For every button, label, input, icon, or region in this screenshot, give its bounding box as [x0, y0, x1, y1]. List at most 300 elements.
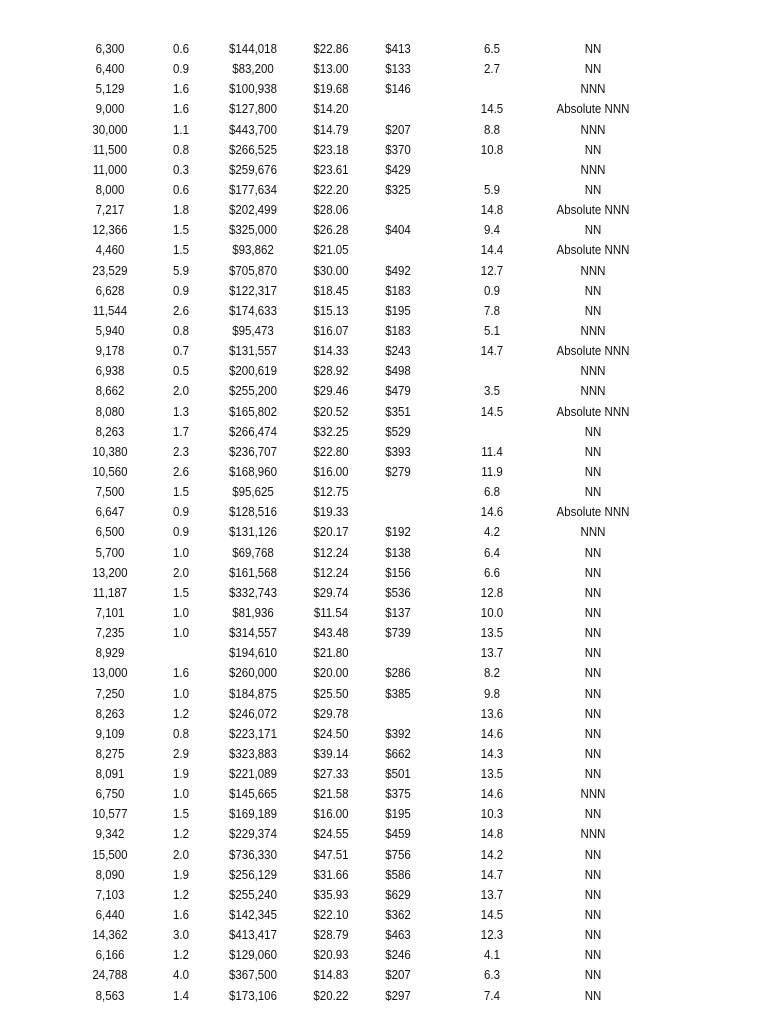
cell-price-per-sf: $22.80 — [313, 444, 349, 459]
cell-acres: 1.5 — [172, 243, 189, 258]
cell-price: $131,126 — [229, 525, 277, 540]
cell-square-feet: 8,000 — [95, 182, 125, 197]
cell-term: 14.6 — [480, 787, 504, 802]
cell-acres: 1.2 — [172, 706, 189, 721]
table-row — [0, 120, 782, 140]
cell-acres: 1.0 — [172, 787, 189, 802]
cell-square-feet: 9,178 — [95, 344, 125, 359]
cell-price: $95,473 — [232, 323, 274, 338]
table-row — [0, 301, 782, 321]
cell-price-per-acre: $279 — [385, 464, 411, 479]
table-row — [0, 965, 782, 985]
cell-price-per-acre: $325 — [385, 182, 411, 197]
cell-square-feet: 11,544 — [92, 303, 128, 318]
cell-price-per-sf: $14.33 — [313, 344, 349, 359]
table-row — [0, 422, 782, 442]
cell-price: $168,960 — [229, 464, 277, 479]
cell-acres: 1.5 — [172, 223, 189, 238]
cell-acres: 0.7 — [172, 344, 189, 359]
cell-acres: 0.8 — [172, 323, 189, 338]
cell-price: $223,171 — [229, 726, 277, 741]
cell-acres: 1.6 — [172, 102, 189, 117]
cell-price-per-sf: $20.00 — [313, 666, 349, 681]
cell-lease-type: NNN — [580, 263, 606, 278]
table-row — [0, 502, 782, 522]
cell-price: $95,625 — [232, 485, 274, 500]
cell-price-per-sf: $25.50 — [313, 686, 349, 701]
cell-lease-type: NNN — [580, 827, 606, 842]
cell-price-per-acre: $192 — [385, 525, 411, 540]
cell-price-per-acre: $183 — [385, 283, 411, 298]
cell-term: 5.1 — [483, 323, 500, 338]
cell-lease-type: NN — [584, 565, 602, 580]
cell-term: 12.3 — [480, 928, 504, 943]
cell-price-per-acre: $246 — [385, 948, 411, 963]
cell-term: 12.7 — [480, 263, 504, 278]
cell-lease-type: NN — [584, 485, 602, 500]
cell-square-feet: 10,560 — [92, 464, 128, 479]
cell-price: $736,330 — [229, 847, 277, 862]
cell-price: $367,500 — [229, 968, 277, 983]
table-row — [0, 865, 782, 885]
spreadsheet-table — [0, 39, 782, 1006]
cell-acres: 1.4 — [172, 988, 189, 1003]
cell-acres: 1.5 — [172, 585, 189, 600]
table-row — [0, 522, 782, 542]
cell-acres: 1.2 — [172, 948, 189, 963]
cell-price-per-acre: $370 — [385, 142, 411, 157]
table-row — [0, 986, 782, 1006]
cell-price: $69,768 — [232, 545, 274, 560]
cell-term: 11.4 — [481, 444, 503, 459]
cell-square-feet: 9,000 — [95, 102, 125, 117]
cell-square-feet: 11,500 — [92, 142, 128, 157]
cell-square-feet: 23,529 — [92, 263, 128, 278]
table-row — [0, 321, 782, 341]
cell-lease-type: NN — [584, 928, 602, 943]
cell-price-per-sf: $29.74 — [313, 585, 349, 600]
cell-square-feet: 8,080 — [95, 404, 125, 419]
cell-price-per-sf: $28.06 — [313, 203, 349, 218]
cell-price: $127,800 — [229, 102, 277, 117]
cell-price: $229,374 — [229, 827, 277, 842]
cell-price: $314,557 — [229, 626, 277, 641]
cell-price-per-acre: $413 — [385, 42, 411, 56]
cell-price-per-sf: $21.80 — [313, 646, 349, 661]
cell-term: 4.1 — [483, 948, 500, 963]
cell-price-per-sf: $16.00 — [313, 807, 349, 822]
table-row — [0, 764, 782, 784]
cell-price-per-sf: $23.61 — [313, 162, 349, 177]
cell-price-per-acre: $133 — [385, 62, 411, 77]
cell-price-per-sf: $14.83 — [313, 968, 349, 983]
cell-lease-type: NN — [584, 988, 602, 1003]
cell-lease-type: NN — [584, 42, 602, 56]
cell-price-per-acre: $207 — [385, 122, 411, 137]
cell-lease-type: NNN — [580, 323, 606, 338]
cell-term: 6.8 — [483, 485, 500, 500]
cell-price-per-acre: $501 — [385, 767, 411, 782]
cell-lease-type: NN — [584, 223, 602, 238]
cell-price-per-sf: $20.22 — [313, 988, 349, 1003]
cell-price-per-sf: $28.79 — [313, 928, 349, 943]
cell-price: $161,568 — [229, 565, 277, 580]
cell-acres: 0.6 — [172, 182, 189, 197]
cell-price-per-sf: $32.25 — [313, 424, 349, 439]
table-row — [0, 784, 782, 804]
cell-acres: 2.9 — [172, 746, 189, 761]
cell-acres: 0.9 — [172, 62, 189, 77]
cell-square-feet: 6,938 — [95, 364, 125, 379]
cell-acres: 0.5 — [172, 364, 189, 379]
table-row — [0, 744, 782, 764]
cell-lease-type: NN — [584, 464, 602, 479]
cell-acres: 1.7 — [172, 424, 189, 439]
cell-square-feet: 30,000 — [92, 122, 128, 137]
cell-price-per-sf: $29.46 — [313, 384, 349, 399]
cell-price: $129,060 — [229, 948, 277, 963]
cell-lease-type: NN — [584, 545, 602, 560]
cell-lease-type: Absolute NNN — [556, 344, 630, 359]
cell-acres: 2.3 — [172, 444, 189, 459]
cell-price-per-acre: $629 — [385, 887, 411, 902]
cell-term: 13.5 — [480, 626, 504, 641]
cell-price-per-acre: $662 — [385, 746, 411, 761]
cell-price-per-sf: $20.93 — [313, 948, 349, 963]
cell-square-feet: 8,263 — [95, 424, 125, 439]
cell-price-per-sf: $19.33 — [313, 505, 349, 520]
cell-price-per-sf: $30.00 — [313, 263, 349, 278]
cell-acres: 2.6 — [172, 464, 189, 479]
cell-acres: 1.5 — [172, 485, 189, 500]
cell-acres: 1.0 — [172, 605, 189, 620]
cell-acres: 0.6 — [172, 42, 189, 56]
cell-price: $266,474 — [229, 424, 277, 439]
cell-lease-type: NN — [584, 444, 602, 459]
cell-term: 14.7 — [480, 867, 504, 882]
cell-term: 12.8 — [480, 585, 504, 600]
cell-price-per-sf: $14.79 — [313, 122, 349, 137]
cell-lease-type: NN — [584, 968, 602, 983]
cell-square-feet: 7,500 — [95, 485, 125, 500]
table-row — [0, 563, 782, 583]
cell-term: 9.8 — [483, 686, 500, 701]
cell-term: 14.3 — [480, 746, 504, 761]
cell-lease-type: Absolute NNN — [556, 505, 630, 520]
cell-price-per-acre: $492 — [385, 263, 411, 278]
cell-term: 14.6 — [480, 505, 504, 520]
cell-lease-type: Absolute NNN — [556, 102, 630, 117]
table-row — [0, 281, 782, 301]
cell-price: $256,129 — [229, 867, 277, 882]
cell-term: 13.5 — [480, 767, 504, 782]
table-row — [0, 59, 782, 79]
table-row — [0, 724, 782, 744]
cell-price-per-sf: $12.24 — [313, 545, 349, 560]
cell-price: $83,200 — [232, 62, 274, 77]
cell-square-feet: 6,300 — [95, 42, 125, 56]
cell-price-per-acre: $137 — [385, 605, 411, 620]
cell-acres: 1.6 — [172, 666, 189, 681]
cell-price-per-sf: $29.78 — [313, 706, 349, 721]
table-row — [0, 180, 782, 200]
cell-term: 6.4 — [483, 545, 500, 560]
cell-price-per-sf: $27.33 — [313, 767, 349, 782]
cell-price-per-sf: $11.54 — [313, 605, 349, 620]
cell-lease-type: Absolute NNN — [556, 404, 630, 419]
cell-price-per-acre: $207 — [385, 968, 411, 983]
cell-price: $200,619 — [229, 364, 277, 379]
cell-term: 14.6 — [480, 726, 504, 741]
cell-square-feet: 8,929 — [95, 646, 125, 661]
cell-price-per-acre: $375 — [385, 787, 411, 802]
cell-price-per-sf: $22.20 — [313, 182, 349, 197]
cell-square-feet: 7,250 — [95, 686, 125, 701]
cell-price: $128,516 — [229, 505, 277, 520]
cell-price-per-sf: $18.45 — [313, 283, 349, 298]
cell-term: 10.3 — [480, 807, 504, 822]
table-row — [0, 925, 782, 945]
cell-lease-type: NN — [584, 182, 602, 197]
cell-lease-type: NN — [584, 746, 602, 761]
cell-term: 6.5 — [483, 42, 500, 56]
cell-price: $142,345 — [229, 908, 277, 923]
cell-term: 11.9 — [481, 464, 503, 479]
cell-square-feet: 7,217 — [95, 203, 125, 218]
cell-term: 10.8 — [480, 142, 504, 157]
cell-price-per-acre: $756 — [385, 847, 411, 862]
cell-acres: 4.0 — [172, 968, 189, 983]
cell-term: 8.2 — [483, 666, 500, 681]
cell-term: 7.4 — [483, 988, 500, 1003]
cell-term: 13.7 — [480, 646, 504, 661]
table-row — [0, 643, 782, 663]
cell-acres: 2.0 — [172, 847, 189, 862]
table-row — [0, 462, 782, 482]
cell-acres: 1.9 — [172, 767, 189, 782]
cell-acres: 2.6 — [172, 303, 189, 318]
table-row — [0, 845, 782, 865]
table-row — [0, 704, 782, 724]
cell-square-feet: 13,000 — [92, 666, 128, 681]
cell-price: $325,000 — [229, 223, 277, 238]
cell-price: $236,707 — [229, 444, 277, 459]
cell-acres: 0.9 — [172, 283, 189, 298]
cell-acres: 1.2 — [172, 887, 189, 902]
cell-price: $169,189 — [229, 807, 277, 822]
cell-price-per-sf: $31.66 — [313, 867, 349, 882]
cell-price: $255,240 — [229, 887, 277, 902]
cell-term: 13.7 — [480, 887, 504, 902]
table-row — [0, 361, 782, 381]
cell-price: $93,862 — [232, 243, 274, 258]
cell-lease-type: NN — [584, 887, 602, 902]
cell-square-feet: 6,440 — [95, 908, 125, 923]
cell-price-per-sf: $13.00 — [313, 62, 349, 77]
table-row — [0, 543, 782, 563]
cell-square-feet: 7,103 — [95, 887, 125, 902]
table-row — [0, 885, 782, 905]
cell-price-per-acre: $351 — [385, 404, 411, 419]
cell-price-per-sf: $16.00 — [313, 464, 349, 479]
cell-price: $194,610 — [229, 646, 277, 661]
cell-square-feet: 12,366 — [92, 223, 128, 238]
cell-lease-type: NN — [584, 283, 602, 298]
cell-square-feet: 6,400 — [95, 62, 125, 77]
cell-square-feet: 13,200 — [92, 565, 128, 580]
cell-lease-type: NNN — [580, 122, 606, 137]
cell-price-per-sf: $28.92 — [313, 364, 349, 379]
cell-price-per-acre: $739 — [385, 626, 411, 641]
cell-square-feet: 5,700 — [95, 545, 125, 560]
cell-square-feet: 8,662 — [95, 384, 125, 399]
cell-term: 6.6 — [483, 565, 500, 580]
cell-price-per-sf: $21.58 — [313, 787, 349, 802]
cell-term: 9.4 — [483, 223, 500, 238]
cell-price: $221,089 — [229, 767, 277, 782]
cell-lease-type: Absolute NNN — [556, 243, 630, 258]
cell-term: 6.3 — [483, 968, 500, 983]
cell-price: $100,938 — [229, 82, 277, 97]
cell-price: $122,317 — [229, 283, 277, 298]
cell-square-feet: 15,500 — [92, 847, 128, 862]
table-row — [0, 402, 782, 422]
cell-price-per-sf: $35.93 — [313, 887, 349, 902]
cell-square-feet: 8,563 — [95, 988, 125, 1003]
cell-lease-type: Absolute NNN — [556, 203, 630, 218]
cell-square-feet: 14,362 — [92, 928, 128, 943]
cell-acres: 1.0 — [172, 545, 189, 560]
cell-term: 14.7 — [480, 344, 504, 359]
cell-square-feet: 5,940 — [95, 323, 125, 338]
cell-price-per-sf: $16.07 — [313, 323, 349, 338]
cell-price-per-sf: $47.51 — [313, 847, 349, 862]
cell-acres: 0.9 — [172, 505, 189, 520]
cell-acres: 1.6 — [172, 82, 189, 97]
table-row — [0, 482, 782, 502]
cell-price: $323,883 — [229, 746, 277, 761]
cell-price-per-acre: $195 — [385, 807, 411, 822]
cell-square-feet: 10,380 — [92, 444, 128, 459]
cell-price-per-sf: $22.86 — [313, 42, 349, 56]
cell-price-per-acre: $297 — [385, 988, 411, 1003]
cell-acres: 0.9 — [172, 525, 189, 540]
cell-acres: 1.6 — [172, 908, 189, 923]
table-row — [0, 220, 782, 240]
cell-price: $173,106 — [229, 988, 277, 1003]
cell-term: 2.7 — [483, 62, 500, 77]
cell-price: $184,875 — [229, 686, 277, 701]
cell-term: 7.8 — [483, 303, 500, 318]
cell-price-per-sf: $23.18 — [313, 142, 349, 157]
cell-price-per-sf: $20.17 — [313, 525, 349, 540]
cell-term: 14.8 — [480, 827, 504, 842]
cell-price: $174,633 — [229, 303, 277, 318]
cell-term: 8.8 — [483, 122, 500, 137]
cell-price-per-sf: $22.10 — [313, 908, 349, 923]
cell-price-per-acre: $183 — [385, 323, 411, 338]
cell-price: $144,018 — [229, 42, 277, 56]
cell-price-per-sf: $12.75 — [313, 485, 349, 500]
cell-lease-type: NN — [584, 686, 602, 701]
cell-acres: 1.0 — [172, 686, 189, 701]
table-row — [0, 200, 782, 220]
cell-lease-type: NN — [584, 142, 602, 157]
table-row — [0, 663, 782, 683]
cell-term: 14.5 — [480, 908, 504, 923]
cell-price-per-sf: $43.48 — [313, 626, 349, 641]
cell-lease-type: NN — [584, 767, 602, 782]
cell-acres: 0.3 — [172, 162, 189, 177]
cell-acres: 1.9 — [172, 867, 189, 882]
cell-lease-type: NN — [584, 948, 602, 963]
cell-acres: 1.8 — [172, 203, 189, 218]
cell-price: $177,634 — [229, 182, 277, 197]
table-row — [0, 603, 782, 623]
table-row — [0, 623, 782, 643]
cell-term: 14.4 — [480, 243, 504, 258]
cell-square-feet: 7,101 — [95, 605, 125, 620]
cell-price-per-acre: $385 — [385, 686, 411, 701]
table-row — [0, 240, 782, 260]
cell-lease-type: NN — [584, 807, 602, 822]
cell-term: 10.0 — [480, 605, 504, 620]
cell-lease-type: NN — [584, 726, 602, 741]
cell-price: $413,417 — [229, 928, 277, 943]
table-row — [0, 140, 782, 160]
cell-lease-type: NNN — [580, 364, 606, 379]
cell-acres: 1.1 — [172, 122, 189, 137]
cell-square-feet: 5,129 — [95, 82, 125, 97]
cell-lease-type: NNN — [580, 525, 606, 540]
cell-price-per-acre: $286 — [385, 666, 411, 681]
table-row — [0, 160, 782, 180]
cell-price: $443,700 — [229, 122, 277, 137]
cell-price-per-acre: $479 — [385, 384, 411, 399]
cell-square-feet: 8,090 — [95, 867, 125, 882]
cell-acres: 1.0 — [172, 626, 189, 641]
cell-term: 0.9 — [483, 283, 500, 298]
cell-term: 14.5 — [480, 102, 504, 117]
cell-term: 3.5 — [483, 384, 500, 399]
cell-square-feet: 9,109 — [95, 726, 125, 741]
cell-square-feet: 11,187 — [92, 585, 128, 600]
cell-lease-type: NN — [584, 626, 602, 641]
cell-term: 14.8 — [480, 203, 504, 218]
cell-price: $332,743 — [229, 585, 277, 600]
cell-acres: 0.8 — [172, 726, 189, 741]
cell-lease-type: NN — [584, 303, 602, 318]
cell-price-per-acre: $536 — [385, 585, 411, 600]
table-row — [0, 39, 782, 59]
cell-price: $202,499 — [229, 203, 277, 218]
table-row — [0, 945, 782, 965]
cell-acres: 0.8 — [172, 142, 189, 157]
table-row — [0, 381, 782, 401]
cell-price-per-acre: $529 — [385, 424, 411, 439]
cell-lease-type: NN — [584, 424, 602, 439]
cell-lease-type: NN — [584, 867, 602, 882]
cell-square-feet: 6,166 — [95, 948, 125, 963]
cell-price-per-acre: $362 — [385, 908, 411, 923]
cell-square-feet: 6,628 — [95, 283, 125, 298]
cell-square-feet: 6,750 — [95, 787, 125, 802]
cell-price: $131,557 — [229, 344, 277, 359]
cell-square-feet: 11,000 — [92, 162, 128, 177]
cell-price-per-acre: $195 — [385, 303, 411, 318]
cell-price-per-acre: $393 — [385, 444, 411, 459]
cell-price-per-acre: $138 — [385, 545, 411, 560]
